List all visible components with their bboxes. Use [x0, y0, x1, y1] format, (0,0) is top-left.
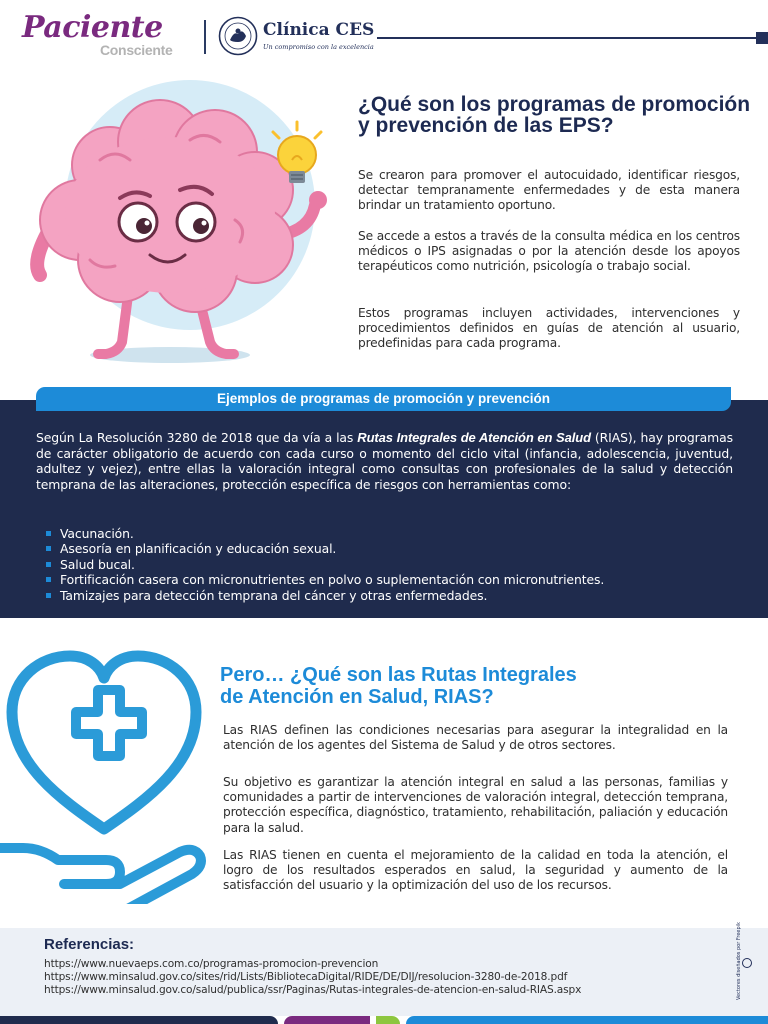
brain-lightbulb-illustration — [10, 70, 350, 380]
paciente-consciente-logo — [22, 10, 197, 58]
clinic-tagline: Un compromiso con la excelencia — [263, 43, 374, 51]
list-item — [44, 541, 744, 556]
examples-list — [44, 526, 744, 603]
clinic-seal-icon — [218, 16, 258, 56]
list-item-text: Asesoría en planificación y educación sexual. — [60, 541, 337, 557]
image-credit: Vectores diseñados por Freepik — [736, 922, 742, 1000]
rias-emphasis: Rutas Integrales de Atención en Salud — [357, 430, 591, 445]
bullet-square-icon — [46, 531, 51, 536]
brand-line2: Consciente — [100, 42, 173, 58]
header-square — [756, 32, 768, 44]
heart-hand-cross-icon — [0, 634, 215, 904]
rias-title — [220, 664, 750, 708]
reference-link-3[interactable]: https://www.minsalud.gov.co/salud/publica/ssr/Paginas/Rutas-integrales-de-atencion-en-salud-RIAS.aspx — [44, 984, 582, 996]
resolution-text-end: (RIAS), hay programas de carácter obligatorio de acuerdo con cada curso o momento del ciclo vital (infancia, adolescencia, juventud, adultez y vejez), entre ellas la valoración integral como consultas con profesionales de la salud y detección temprana de las alteraciones, protección específica de riesgos con herramientas como: — [36, 430, 733, 492]
footer-stripe-purple — [284, 1016, 370, 1024]
list-item — [44, 557, 744, 572]
reference-link-1[interactable]: https://www.nuevaeps.com.co/programas-promocion-prevencion — [44, 958, 379, 970]
programs-title: ¿Qué son los programas de promoción y prevención de las EPS? — [358, 93, 751, 137]
list-item — [44, 572, 744, 587]
rias-paragraph-2: Su objetivo es garantizar la atención integral en salud a las personas, familias y comunidades a partir de intervenciones de valoración integral, detección temprana, protección específica, diagnóstico, tratamiento, rehabilitación, paliación y educación para la salud. — [223, 775, 728, 835]
list-item — [44, 588, 744, 603]
bullet-square-icon — [46, 593, 51, 598]
rias-paragraph-3: Las RIAS tienen en cuenta el mejoramiento de la calidad en toda la atención, el logro de los resultados esperados en salud, la seguridad y aumento de la satisfacción del usuario y la optimización del uso de los recursos. — [223, 848, 728, 893]
list-item-text: Tamizajes para detección temprana del cáncer y otras enfermedades. — [60, 587, 488, 603]
clinic-name: Clínica CES — [263, 20, 375, 40]
brand-line1: Paciente — [22, 10, 163, 45]
reference-link-2[interactable]: https://www.minsalud.gov.co/sites/rid/Lists/BibliotecaDigital/RIDE/DE/DIJ/resolucion-3280-de-2018.pdf — [44, 971, 568, 983]
references-title: Referencias: — [44, 936, 135, 953]
freepik-logo-icon — [742, 958, 752, 968]
resolution-paragraph — [36, 430, 733, 492]
examples-heading: Ejemplos de programas de promoción y prevención — [36, 387, 731, 411]
header-divider — [204, 20, 206, 54]
resolution-text-start: Según La Resolución 3280 de 2018 que da vía a las — [36, 430, 358, 445]
rias-title-line1: Pero… ¿Qué son las Rutas Integrales — [220, 664, 577, 686]
footer-stripe-navy — [0, 1016, 278, 1024]
footer-stripe-blue — [406, 1016, 768, 1024]
bullet-square-icon — [46, 577, 51, 582]
header-rule — [377, 37, 757, 39]
footer-stripe-green — [376, 1016, 400, 1024]
programs-paragraph-2: Se accede a estos a través de la consulta médica en los centros médicos o IPS asignadas o por la atención desde los apoyos terapéuticos como nutrición, psicología o trabajo social. — [358, 229, 740, 274]
rias-paragraph-1: Las RIAS definen las condiciones necesarias para asegurar la integralidad en la atención de los agentes del Sistema de Salud y de otros sectores. — [223, 723, 728, 753]
bullet-square-icon — [46, 562, 51, 567]
list-item — [44, 526, 744, 541]
list-item-text: Salud bucal. — [60, 556, 135, 572]
programs-paragraph-1: Se crearon para promover el autocuidado, identificar riesgos, detectar tempranamente enfermedades y de esta manera brindar un tratamiento oportuno. — [358, 168, 740, 213]
list-item-text: Vacunación. — [60, 526, 134, 541]
list-item-text: Fortificación casera con micronutrientes en polvo o suplementación con micronutrientes. — [60, 572, 605, 588]
programs-paragraph-3: Estos programas incluyen actividades, intervenciones y procedimientos definidos en guías de atención al usuario, predefinidas para cada programa. — [358, 306, 740, 351]
bullet-square-icon — [46, 546, 51, 551]
rias-title-line2: de Atención en Salud, RIAS? — [220, 686, 494, 708]
